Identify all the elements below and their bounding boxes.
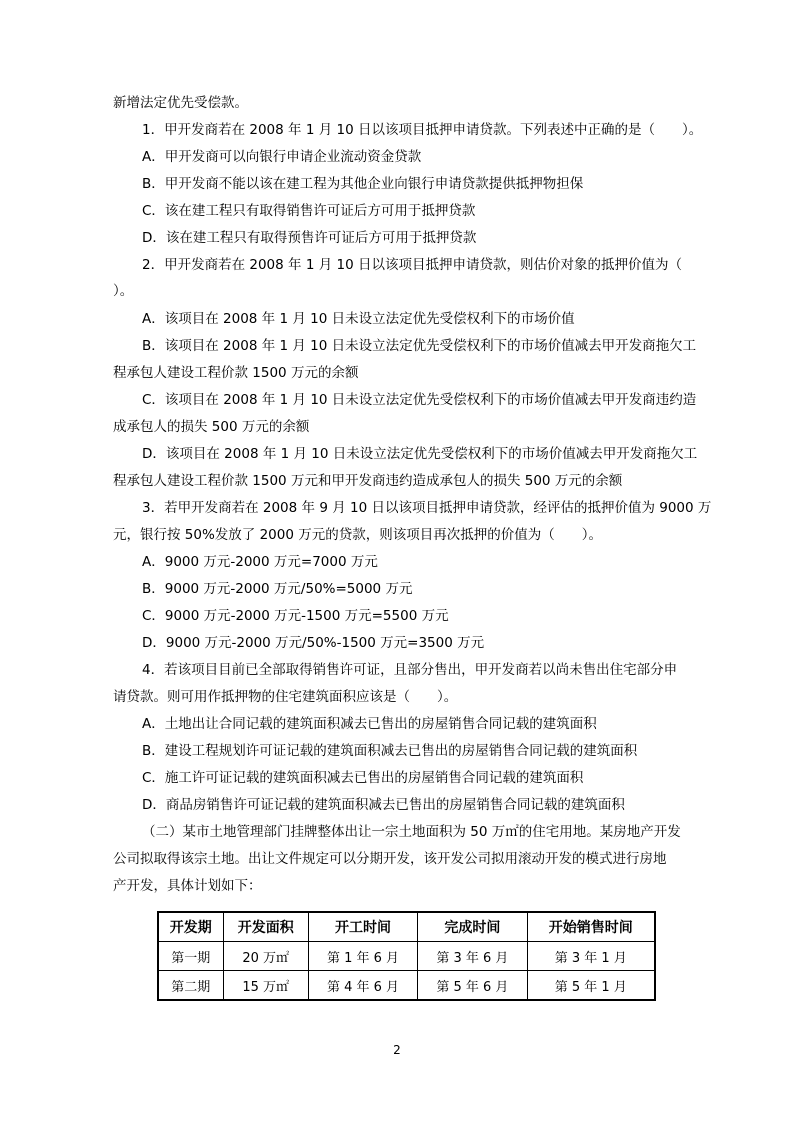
q3-option-a: A．9000 万元-2000 万元=7000 万元 <box>142 554 378 570</box>
q2-option-d-cont: 程承包人建设工程价款 1500 万元和甲开发商违约造成承包人的损失 500 万元的余额 <box>113 473 623 489</box>
header-cell: 开工时间 <box>308 912 417 942</box>
table-cell: 第 1 年 6 月 <box>308 942 417 971</box>
header-cell: 开发面积 <box>223 912 308 942</box>
table-row <box>158 971 655 1001</box>
q2-option-b-cont: 程承包人建设工程价款 1500 万元的余额 <box>113 365 359 381</box>
q3-option-c: C．9000 万元-2000 万元-1500 万元=5500 万元 <box>142 608 449 624</box>
case-2-intro-cont: 公司拟取得该宗土地。出让文件规定可以分期开发，该开发公司拟用滚动开发的模式进行房地 <box>113 851 667 867</box>
question-1-stem: 1．甲开发商若在 2008 年 1 月 10 日以该项目抵押申请贷款。下列表述中正确的是（ ）。 <box>142 122 703 138</box>
q1-option-a: A．甲开发商可以向银行申请企业流动资金贷款 <box>142 149 422 165</box>
table-cell: 第 4 年 6 月 <box>308 971 417 1001</box>
question-4-stem-cont: 请贷款。则可用作抵押物的住宅建筑面积应该是（ ）。 <box>113 689 458 705</box>
q3-option-d: D．9000 万元-2000 万元/50%-1500 万元=3500 万元 <box>142 635 485 651</box>
q4-option-c: C．施工许可证记载的建筑面积减去已售出的房屋销售合同记载的建筑面积 <box>142 770 584 786</box>
table-row <box>158 942 655 971</box>
question-4-stem: 4．若该项目目前已全部取得销售许可证，且部分售出，甲开发商若以尚未售出住宅部分申 <box>142 662 678 678</box>
table-cell: 20 万㎡ <box>223 942 308 971</box>
header-cell: 开发期 <box>158 912 223 942</box>
q3-option-b: B．9000 万元-2000 万元/50%=5000 万元 <box>142 581 413 597</box>
q1-option-c: C．该在建工程只有取得销售许可证后方可用于抵押贷款 <box>142 203 476 219</box>
header-cell: 开始销售时间 <box>527 912 655 942</box>
case-2-intro: （二）某市土地管理部门挂牌整体出让一宗土地面积为 50 万㎡的住宅用地。某房地产开发 <box>142 824 681 840</box>
q2-option-c: C．该项目在 2008 年 1 月 10 日未设立法定优先受偿权利下的市场价值减去甲开发商违约造 <box>142 392 697 408</box>
table-cell: 第一期 <box>158 942 223 971</box>
q2-option-d: D．该项目在 2008 年 1 月 10 日未设立法定优先受偿权利下的市场价值减去甲开发商拖欠工 <box>142 446 698 462</box>
q1-option-b: B．甲开发商不能以该在建工程为其他企业向银行申请贷款提供抵押物担保 <box>142 176 584 192</box>
question-3-stem: 3．若甲开发商若在 2008 年 9 月 10 日以该项目抵押申请贷款，经评估的抵押价值为 9000 万 <box>142 500 712 516</box>
header-cell: 完成时间 <box>418 912 527 942</box>
q4-option-a: A．土地出让合同记载的建筑面积减去已售出的房屋销售合同记载的建筑面积 <box>142 716 597 732</box>
table-cell: 第二期 <box>158 971 223 1001</box>
table-cell: 第 3 年 6 月 <box>418 942 527 971</box>
text-line: 新增法定优先受偿款。 <box>113 95 248 111</box>
q2-option-c-cont: 成承包人的损失 500 万元的余额 <box>113 419 310 435</box>
table-header-row <box>158 912 655 942</box>
table-cell: 第 3 年 1 月 <box>527 942 655 971</box>
q2-option-b: B．该项目在 2008 年 1 月 10 日未设立法定优先受偿权利下的市场价值减去甲开发商拖欠工 <box>142 338 697 354</box>
q1-option-d: D．该在建工程只有取得预售许可证后方可用于抵押贷款 <box>142 230 477 246</box>
page-number: 2 <box>393 1043 401 1057</box>
table-cell: 第 5 年 1 月 <box>527 971 655 1001</box>
table-cell: 第 5 年 6 月 <box>418 971 527 1001</box>
case-2-intro-cont: 产开发，具体计划如下： <box>113 878 262 894</box>
development-plan-table <box>157 911 656 1001</box>
question-3-stem-cont: 元，银行按 50%发放了 2000 万元的贷款，则该项目再次抵押的价值为（ ）。 <box>113 527 602 543</box>
q4-option-d: D．商品房销售许可证记载的建筑面积减去已售出的房屋销售合同记载的建筑面积 <box>142 797 625 813</box>
table-cell: 15 万㎡ <box>223 971 308 1001</box>
question-2-stem-cont: ）。 <box>113 283 134 299</box>
question-2-stem: 2．甲开发商若在 2008 年 1 月 10 日以该项目抵押申请贷款，则估价对象的抵押价值为（ <box>142 257 682 273</box>
q4-option-b: B．建设工程规划许可证记载的建筑面积减去已售出的房屋销售合同记载的建筑面积 <box>142 743 638 759</box>
q2-option-a: A．该项目在 2008 年 1 月 10 日未设立法定优先受偿权利下的市场价值 <box>142 311 575 327</box>
